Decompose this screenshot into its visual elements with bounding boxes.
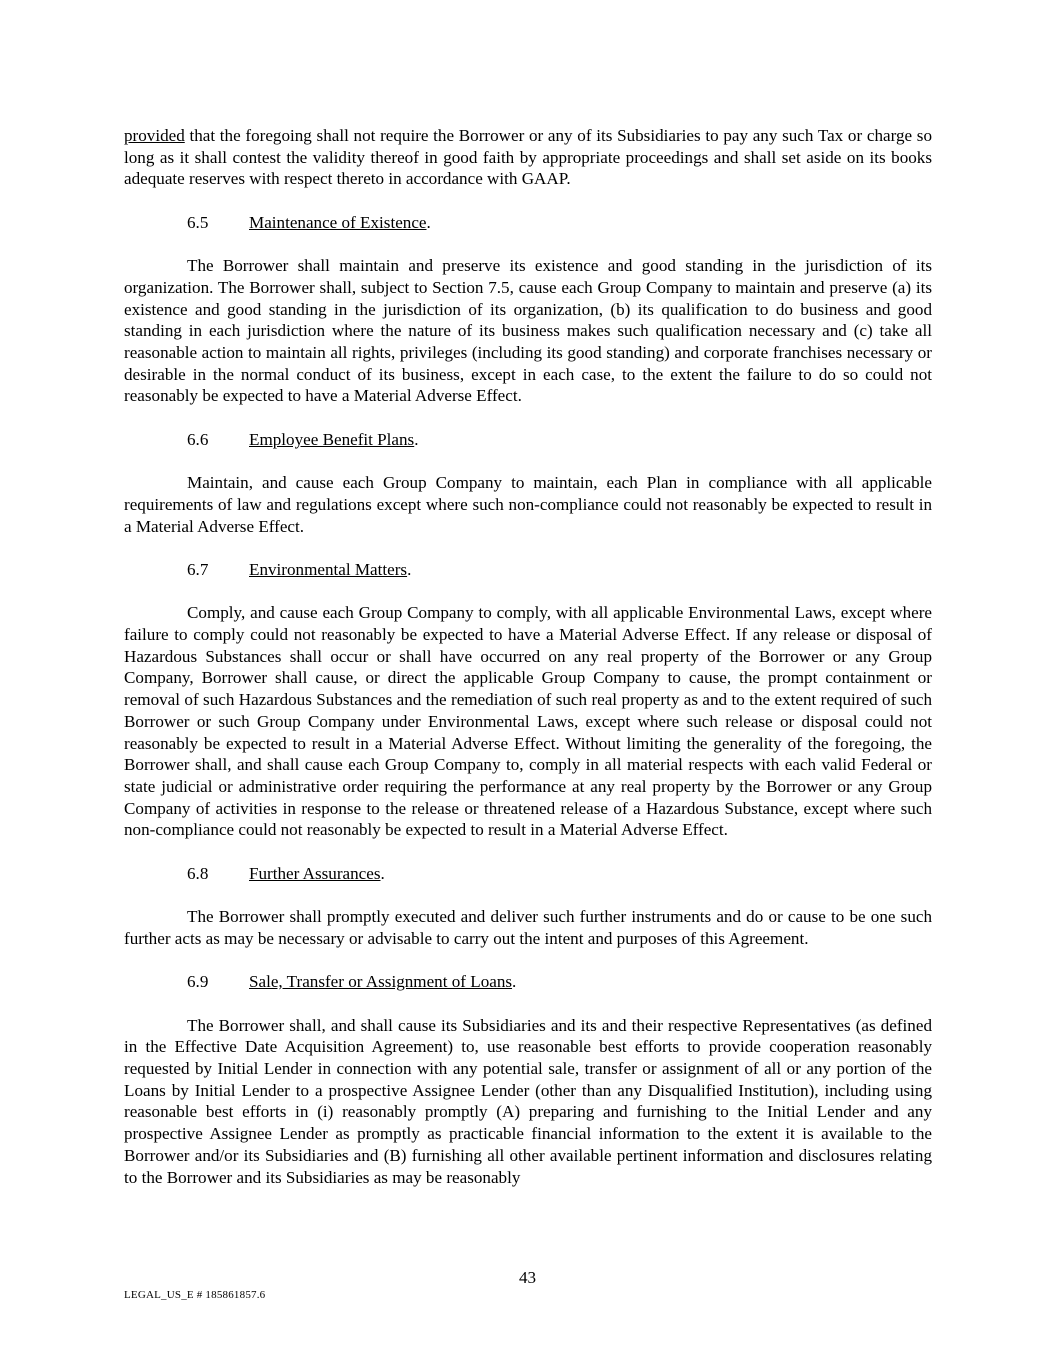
section-number: 6.5: [187, 212, 209, 232]
section-number: 6.8: [187, 863, 209, 883]
section-number: 6.9: [187, 972, 209, 992]
section-body-6-5: The Borrower shall maintain and preserve its existence and good standing in the jurisdiction of its organization. The Borrower shall, subject to Section 7.5, cause each Group Company to maintain and preserve (a) its existence and good standing in the jurisdiction of its organization, (b) its qualification to do business and good standing in each jurisdiction where the nature of its business makes such qualification necessary and (c) take all reasonable action to maintain all rights, privileges (including its good standing) and corporate franchises necessary or desirable in the normal conduct of its business, except in each case, to the extent the failure to do so could not reasonably be expected to have a Material Adverse Effect.: [124, 256, 932, 406]
section-title: Employee Benefit Plans: [249, 429, 415, 449]
heading-period: .: [426, 212, 431, 232]
section-title: Environmental Matters: [249, 559, 408, 579]
heading-period: .: [407, 559, 412, 579]
intro-paragraph: [124, 125, 932, 190]
heading-period: .: [512, 972, 517, 992]
section-heading-6-5: [124, 212, 932, 234]
section-body-6-7: Comply, and cause each Group Company to comply, with all applicable Environmental Laws, except where failure to comply could not reasonably be expected to have a Material Adverse Effect. If any release or disposal of Hazardous Substances shall occur or shall have occurred on any real property of the Borrower or any Group Company, Borrower shall cause, or direct the applicable Group Company to cause, the prompt containment or removal of such Hazardous Substances and the remediation of such real property as and to the extent required of such Borrower or such Group Company under Environmental Laws, except where such release or disposal could not reasonably be expected to result in a Material Adverse Effect. Without limiting the generality of the foregoing, the Borrower shall, and shall cause each Group Company to, comply in all material respects with each valid Federal or state judicial or administrative order requiring the performance at any real property by the Borrower or any Group Company of activities in response to the release or threatened release of a Hazardous Substance, except where such non-compliance could not reasonably be expected to result in a Material Adverse Effect.: [124, 603, 932, 840]
page-number: 43: [518, 1268, 537, 1287]
section-title: Further Assurances: [249, 863, 381, 883]
document-body: [124, 125, 932, 1210]
section-number: 6.6: [187, 429, 209, 449]
section-heading-6-6: [124, 429, 932, 451]
document-id: LEGAL_US_E # 185861857.6: [124, 1289, 266, 1301]
section-heading-6-7: [124, 559, 932, 581]
section-title: Sale, Transfer or Assignment of Loans: [249, 972, 513, 992]
provided-term: provided: [124, 126, 185, 145]
heading-period: .: [414, 429, 419, 449]
section-number: 6.7: [187, 559, 209, 579]
section-heading-6-9: [124, 971, 932, 993]
heading-period: .: [380, 863, 385, 883]
section-body-6-9: The Borrower shall, and shall cause its Subsidiaries and its and their respective Representatives (as defined in the Effective Date Acquisition Agreement) to, use reasonable best efforts to provide cooperation reasonably requested by Initial Lender in connection with any potential sale, transfer or assignment of all or any portion of the Loans by Initial Lender to a prospective Assignee Lender (other than any Disqualified Institution), including using reasonable best efforts in (i) reasonably promptly (A) preparing and furnishing to the Initial Lender and any prospective Assignee Lender as promptly as practicable financial information to the extent it is available to the Borrower and/or its Subsidiaries and (B) furnishing all other available pertinent information and disclosures relating to the Borrower and its Subsidiaries as may be reasonably: [124, 1015, 932, 1187]
section-body-6-8: The Borrower shall promptly executed and deliver such further instruments and do or cause to be one such further acts as may be necessary or advisable to carry out the intent and purposes of this Agreement.: [124, 907, 932, 948]
section-title: Maintenance of Existence: [249, 212, 427, 232]
section-body-6-6: Maintain, and cause each Group Company to maintain, each Plan in compliance with all applicable requirements of law and regulations except where such non-compliance could not reasonably be expected to result in a Material Adverse Effect.: [124, 473, 932, 536]
section-heading-6-8: [124, 863, 932, 885]
intro-text: that the foregoing shall not require the Borrower or any of its Subsidiaries to pay any such Tax or charge so long as it shall contest the validity thereof in good faith by appropriate proceedings and shall set aside on its books adequate reserves with respect thereto in accordance with GAAP.: [124, 126, 932, 189]
